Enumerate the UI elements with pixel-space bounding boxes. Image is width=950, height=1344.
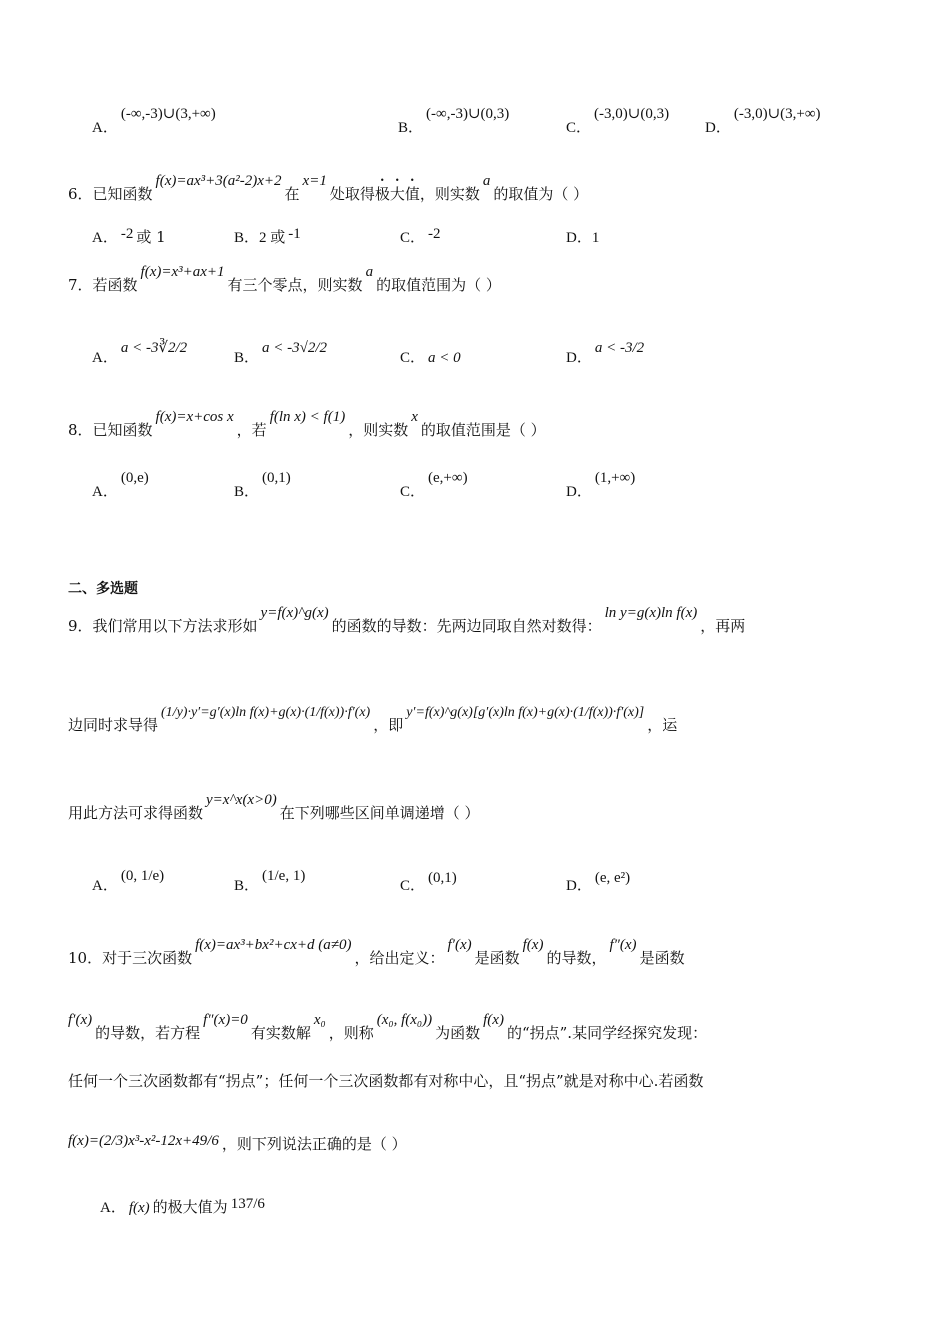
math-expr: y′=f(x)^g(x)[g′(x)ln f(x)+g(x)·(1/f(x))·f′(x)] — [406, 705, 645, 720]
math-expr: (-3,0)∪(3,+∞) — [733, 106, 821, 122]
question-text: 的取值范围为（ ） — [376, 276, 501, 294]
question-text: 的取值为（ ） — [493, 185, 589, 203]
question-text: ，给出定义： — [354, 949, 445, 967]
math-expr: (0,1) — [262, 470, 291, 486]
math-expr: f(x)=(2/3)x³-x²-12x+49/6 — [68, 1133, 219, 1149]
q6-option-c[interactable] — [400, 226, 444, 247]
question-9-line-2 — [68, 705, 678, 735]
q8-option-b[interactable] — [234, 470, 294, 501]
option-text: 的极大值为 — [152, 1198, 228, 1216]
option-label: B．2 或 — [234, 230, 286, 246]
math-expr: (-∞,-3)∪(3,+∞) — [120, 106, 216, 122]
q8-option-d[interactable] — [566, 470, 638, 501]
option-label: C． — [400, 484, 426, 500]
math-expr: y=x^x(x>0) — [206, 792, 277, 808]
q5-option-c[interactable] — [566, 106, 672, 137]
q6-option-a[interactable] — [92, 226, 166, 247]
question-8 — [68, 409, 546, 440]
math-expr: f(x)=ax³+bx²+cx+d (a≠0) — [195, 937, 352, 953]
question-text: 的函数的导数：先两边同取自然对数得： — [331, 617, 602, 635]
section-heading: 二、多选题 — [68, 581, 138, 597]
math-expr: -2 — [120, 226, 134, 242]
q9-option-a[interactable] — [92, 868, 167, 895]
math-var: x — [411, 409, 418, 425]
option-label: D． — [566, 350, 592, 366]
math-expr: f″(x)=0 — [203, 1012, 248, 1028]
math-expr: (1/y)·y′=g′(x)ln f(x)+g(x)·(1/f(x))·f′(x) — [161, 705, 371, 720]
math-expr: f″(x) — [609, 937, 637, 953]
question-text: 的导数，若方程 — [95, 1024, 201, 1042]
math-var: a — [365, 264, 374, 280]
math-expr: (-3,0)∪(0,3) — [594, 106, 670, 122]
math-expr: (0,1) — [428, 870, 457, 886]
option-label: D． — [566, 484, 592, 500]
question-text: 在下列哪些区间单调递增（ ） — [279, 804, 480, 822]
q9-option-c[interactable] — [400, 870, 460, 895]
math-expr: y=f(x)^g(x) — [260, 605, 329, 621]
math-expr: f(x)=ax³+3(a²-2)x+2 — [155, 173, 282, 189]
option-label: C． — [400, 230, 426, 246]
math-expr: x=1 — [302, 173, 327, 189]
option-label: D． — [566, 878, 592, 894]
math-expr: (0,e) — [120, 470, 149, 486]
math-expr: f(x)=x³+ax+1 — [140, 264, 225, 280]
math-expr: (-∞,-3)∪(0,3) — [426, 106, 510, 122]
question-text: 用此方法可求得函数 — [68, 804, 204, 822]
option-label: B． — [234, 350, 260, 366]
q6-option-d[interactable] — [566, 226, 599, 247]
math-expr: a < -3∛2/2 — [120, 340, 188, 356]
emphasized-text: 极大值 — [374, 185, 420, 203]
question-10-line-3: 任何一个三次函数都有“拐点”；任何一个三次函数都有对称中心，且“拐点”就是对称中心.若函数 — [68, 1072, 704, 1090]
option-label: A． — [100, 1200, 126, 1216]
question-text: ，即 — [373, 716, 404, 734]
q7-option-d[interactable] — [566, 340, 647, 367]
q10-option-a[interactable] — [100, 1196, 268, 1217]
q6-option-b[interactable] — [234, 226, 304, 247]
question-text: ，再两 — [700, 617, 746, 635]
option-label: A． — [92, 230, 118, 246]
math-expr: (e, e²) — [594, 870, 631, 886]
question-6 — [68, 173, 589, 204]
math-expr: f(x) — [522, 937, 544, 953]
question-9-line-1 — [68, 605, 746, 636]
q7-option-a[interactable] — [92, 340, 190, 367]
question-text: 有三个零点，则实数 — [227, 276, 363, 294]
math-expr: x₀ — [313, 1012, 326, 1028]
math-expr: (0, 1/e) — [120, 868, 165, 884]
option-label: B． — [234, 878, 260, 894]
math-expr: (e,+∞) — [428, 470, 468, 486]
question-text: ，运 — [647, 716, 678, 734]
q7-option-b[interactable] — [234, 340, 330, 367]
question-text: 10．对于三次函数 — [68, 949, 193, 967]
q5-option-d[interactable] — [705, 106, 824, 137]
option-label: B． — [398, 120, 424, 136]
q5-option-a[interactable] — [92, 106, 219, 137]
question-text: 边同时求导得 — [68, 716, 159, 734]
option-label: A． — [92, 878, 118, 894]
math-expr: f′(x) — [447, 937, 472, 953]
math-expr: f(ln x) < f(1) — [269, 409, 346, 425]
option-label: D． — [705, 120, 731, 136]
option-label: A． — [92, 350, 118, 366]
q9-option-d[interactable] — [566, 870, 633, 895]
math-expr: f(x) — [128, 1200, 150, 1216]
q5-option-b[interactable] — [398, 106, 512, 137]
question-10-line-1 — [68, 937, 685, 968]
option-text: 或 1 — [136, 228, 166, 246]
question-text: 的取值范围是（ ） — [420, 421, 546, 439]
question-text: 8．已知函数 — [68, 421, 153, 439]
math-expr: f′(x) — [68, 1012, 93, 1028]
math-expr: 137/6 — [230, 1196, 265, 1212]
q8-option-a[interactable] — [92, 470, 152, 501]
q7-option-c[interactable] — [400, 346, 464, 367]
question-text: 的“拐点”.某同学经探究发现： — [506, 1024, 708, 1042]
math-expr: (x₀, f(x₀)) — [376, 1012, 433, 1028]
math-expr: f(x)=x+cos x — [155, 409, 234, 425]
question-text: ，则称 — [328, 1024, 374, 1042]
question-text: ，则下列说法正确的是（ ） — [221, 1135, 407, 1153]
option-label: C． — [400, 878, 426, 894]
question-text: ，则实数 — [348, 421, 409, 439]
question-text: 处取得 — [329, 185, 375, 203]
question-text: 9．我们常用以下方法求形如 — [68, 617, 258, 635]
math-expr: f(x) — [483, 1012, 504, 1028]
question-text: 有实数解 — [250, 1024, 311, 1042]
question-text: 7．若函数 — [68, 276, 138, 294]
question-text: ，则实数 — [419, 185, 480, 203]
option-label: B． — [234, 484, 260, 500]
question-text: 6．已知函数 — [68, 185, 153, 203]
question-text: ，若 — [236, 421, 267, 439]
math-expr: -2 — [428, 226, 441, 242]
question-text: 的导数， — [546, 949, 607, 967]
option-label: A． — [92, 484, 118, 500]
math-expr: a < 0 — [428, 350, 461, 366]
math-expr: ln y=g(x)ln f(x) — [604, 605, 698, 621]
question-10-line-2 — [68, 1012, 708, 1043]
q8-option-c[interactable] — [400, 470, 471, 501]
question-text: 是函数 — [639, 949, 685, 967]
question-text: 是函数 — [474, 949, 520, 967]
math-var: a — [482, 173, 491, 189]
math-expr: a < -3/2 — [594, 340, 645, 356]
option-label: C． — [566, 120, 592, 136]
question-7 — [68, 264, 501, 295]
q9-option-b[interactable] — [234, 868, 308, 895]
question-9-line-3 — [68, 792, 480, 823]
option-label: D．1 — [566, 230, 600, 246]
question-text: 为函数 — [435, 1024, 481, 1042]
question-10-line-4 — [68, 1133, 407, 1154]
option-label: A． — [92, 120, 118, 136]
math-expr: -1 — [288, 226, 301, 242]
option-label: C． — [400, 350, 426, 366]
math-expr: (1/e, 1) — [262, 868, 306, 884]
math-expr: a < -3√2/2 — [262, 340, 328, 356]
math-expr: (1,+∞) — [594, 470, 636, 486]
question-text: 在 — [284, 185, 300, 203]
